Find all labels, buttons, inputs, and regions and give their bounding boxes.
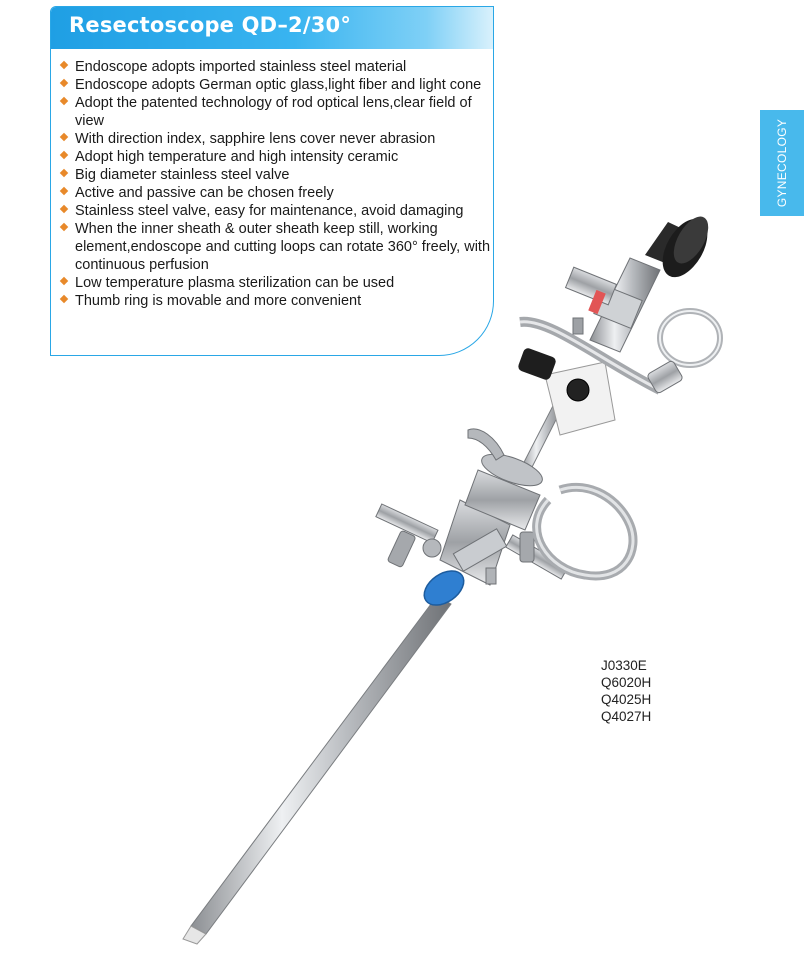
model-code: Q4027H <box>601 709 652 724</box>
feature-item: With direction index, sapphire lens cover never abrasion <box>61 130 491 148</box>
product-title: Resectoscope QD–2/30° <box>69 13 352 37</box>
feature-item: Big diameter stainless steel valve <box>61 166 491 184</box>
model-code: Q6020H <box>601 675 652 690</box>
feature-item: Stainless steel valve, easy for maintenance, avoid damaging <box>61 202 491 220</box>
handle-loop <box>537 487 633 576</box>
feature-item: Adopt the patented technology of rod optical lens,clear field of view <box>61 94 491 130</box>
model-code: Q4025H <box>601 692 652 707</box>
feature-item: Active and passive can be chosen freely <box>61 184 491 202</box>
feature-item: When the inner sheath & outer sheath keep still, working element,endoscope and cutting loops can rotate 360° freely, with continuous perfusion <box>61 220 491 274</box>
left-stopcock <box>376 504 441 568</box>
model-codes <box>601 657 651 725</box>
feature-item: Endoscope adopts German optic glass,light fiber and light cone <box>61 76 491 94</box>
model-code: J0330E <box>601 658 647 673</box>
telescope-body <box>566 258 660 352</box>
outer-sheath-shaft <box>183 596 451 944</box>
feature-item: Thumb ring is movable and more convenient <box>61 292 491 310</box>
feature-item: Endoscope adopts imported stainless steel material <box>61 58 491 76</box>
feature-item: Adopt high temperature and high intensity ceramic <box>61 148 491 166</box>
feature-item: Low temperature plasma sterilization can be used <box>61 274 491 292</box>
white-locking-block <box>545 362 615 435</box>
category-label: GYNECOLOGY <box>775 118 789 208</box>
adjust-screw <box>573 318 583 334</box>
